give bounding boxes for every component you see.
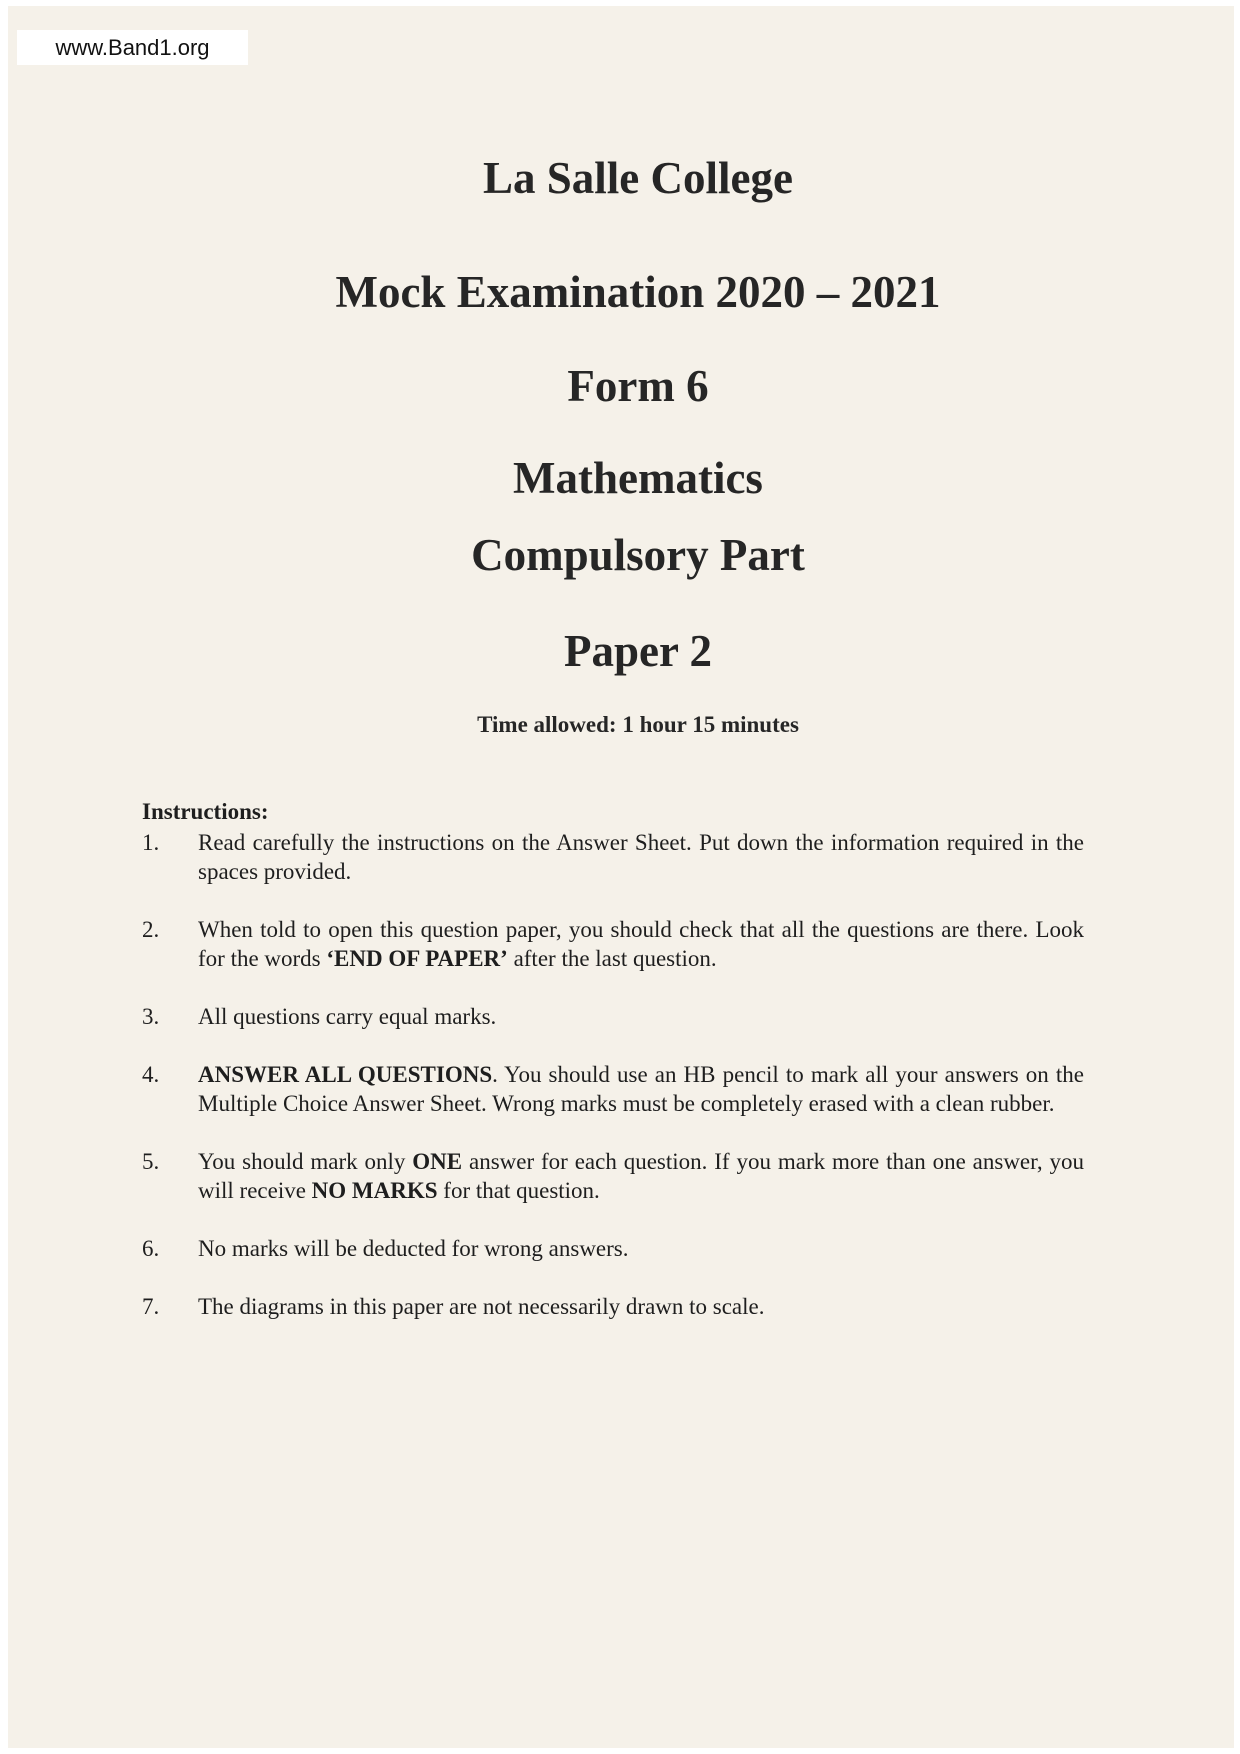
form-level: Form 6 [567,361,709,411]
text-segment: . You should use an HB pencil to mark all your answers on the Multiple Choice Answer Sheet. Wrong marks must be completely erased with a clean rubber. [198,1062,1084,1116]
subject-title: Mathematics [513,453,763,503]
instruction-item [142,828,1084,886]
paper-title: Paper 2 [564,626,712,676]
instruction-text [198,1060,1084,1118]
instruction-item [142,1234,1084,1263]
emphasis-text: ANSWER ALL QUESTIONS [198,1062,493,1087]
instruction-item [142,1292,1084,1321]
instruction-number: 4. [142,1062,160,1087]
text-segment: answer for each question. If you mark more than one answer, you will receive [198,1149,1084,1203]
instructions-list [142,828,1084,1350]
text-segment: Read carefully the instructions on the Answer Sheet. Put down the information required in the spaces provided. [198,830,1084,884]
time-allowed: Time allowed: 1 hour 15 minutes [477,712,799,737]
instruction-item [142,1060,1084,1118]
text-segment: after the last question. [507,946,717,971]
text-segment: When told to open this question paper, you should check that all the questions are there. Look for the words [198,917,1084,971]
instruction-text [198,1234,1084,1263]
text-segment: The diagrams in this paper are not necessarily drawn to scale. [198,1294,765,1319]
instructions-heading: Instructions: [142,799,269,824]
instruction-text [198,1292,1084,1321]
emphasis-text: ONE [412,1149,463,1174]
emphasis-text: NO MARKS [311,1178,438,1203]
instruction-number: 7. [142,1294,160,1319]
instruction-text [198,828,1084,886]
text-segment: You should mark only [198,1149,413,1174]
instruction-item [142,915,1084,973]
instruction-text [198,1147,1084,1205]
instruction-number: 5. [142,1149,160,1174]
instruction-text [198,915,1084,973]
exam-title: Mock Examination 2020 – 2021 [335,267,941,317]
text-segment: No marks will be deducted for wrong answers. [198,1236,629,1261]
text-segment: for that question. [437,1178,600,1203]
text-segment: All questions carry equal marks. [198,1004,497,1029]
instruction-number: 2. [142,917,160,942]
watermark-label: www.Band1.org [17,30,248,65]
emphasis-text: ‘END OF PAPER’ [326,946,508,971]
instruction-item [142,1147,1084,1205]
instruction-number: 6. [142,1236,160,1261]
instruction-number: 1. [142,830,160,855]
instruction-item [142,1002,1084,1031]
part-title: Compulsory Part [471,530,805,580]
instruction-text [198,1002,1084,1031]
school-name: La Salle College [483,153,793,203]
instruction-number: 3. [142,1004,160,1029]
